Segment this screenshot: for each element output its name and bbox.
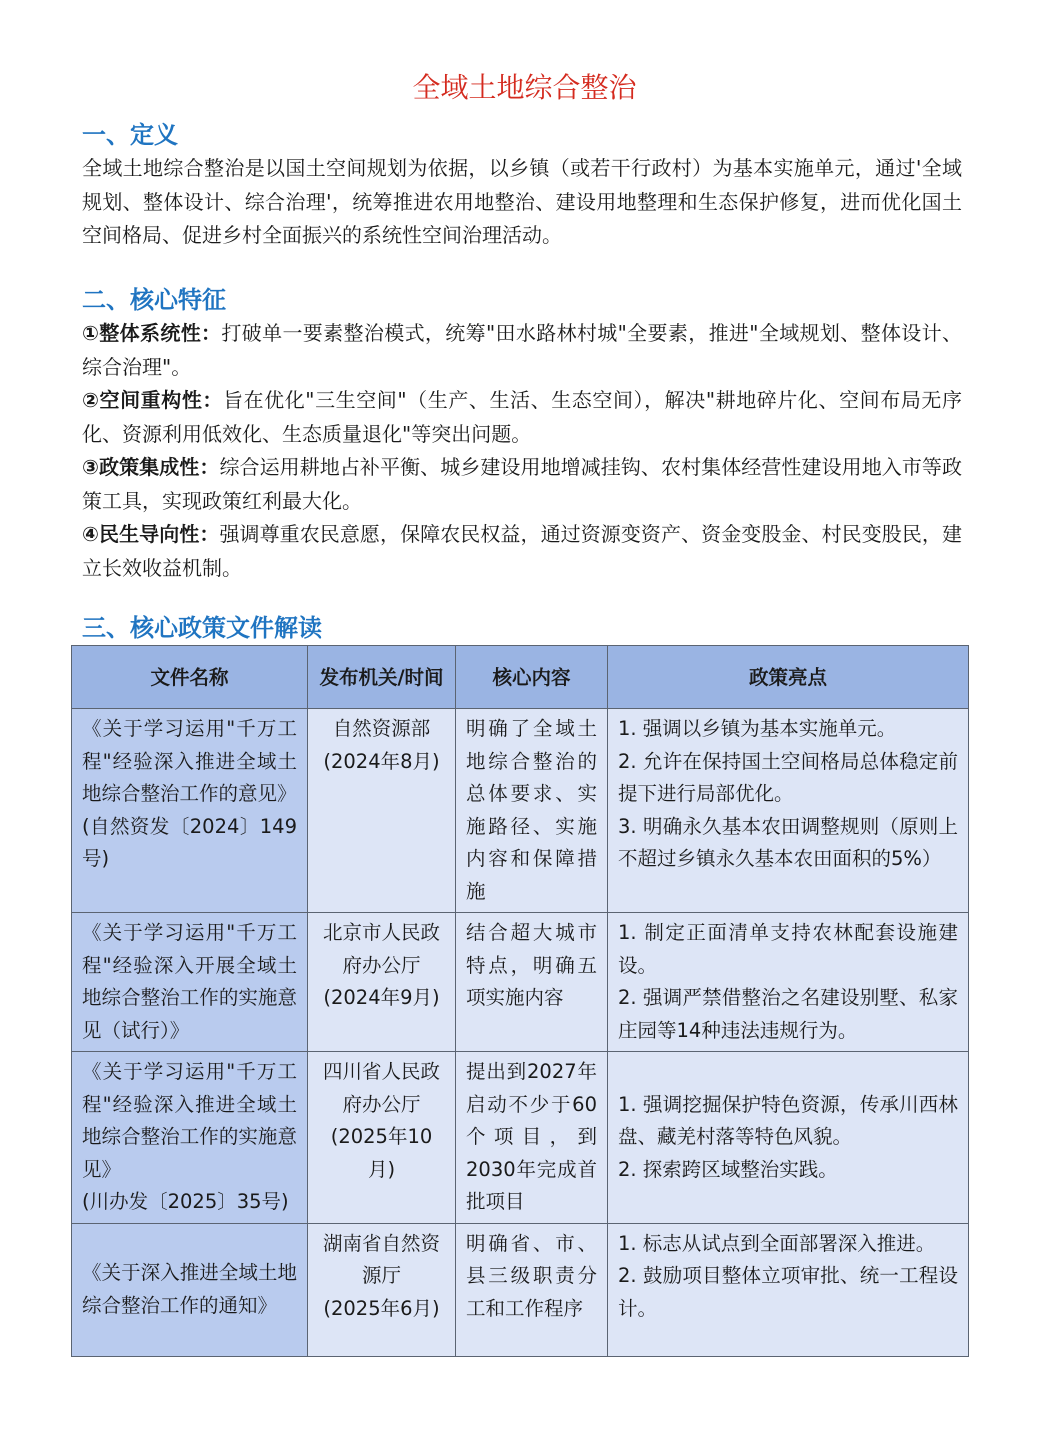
feature-text: 打破单一要素整治模式，统筹"田水路林村城"全要素，推进"全域规划、整体设计、综合治理"。 (82, 321, 962, 379)
cell-content: 明确省、市、县三级职责分工和工作程序 (456, 1223, 608, 1356)
header-core-content: 核心内容 (456, 646, 608, 709)
feature-item (82, 384, 962, 451)
feature-text: 强调尊重农民意愿，保障农民权益，通过资源变资产、资金变股金、村民变股民，建立长效收益机制。 (82, 522, 963, 580)
definition-text: 全域土地综合整治是以国土空间规划为依据，以乡镇（或若干行政村）为基本实施单元，通过'全域规划、整体设计、综合治理'，统筹推进农用地整治、建设用地整理和生态保护修复，进而优化国土空间格局、促进乡村全面振兴的系统性空间治理活动。 (82, 156, 962, 247)
features-list (82, 317, 962, 585)
feature-text: 综合运用耕地占补平衡、城乡建设用地增减挂钩、农村集体经营性建设用地入市等政策工具，实现政策红利最大化。 (82, 455, 963, 513)
highlight-item: 1. 标志从试点到全面部署深入推进。 (618, 1231, 936, 1255)
cell-issuer (308, 1223, 456, 1356)
feature-item (82, 317, 962, 384)
page-title: 全域土地综合整治 (412, 71, 637, 104)
header-highlights: 政策亮点 (608, 646, 969, 709)
table-header-row (72, 646, 969, 709)
feature-label: ①整体系统性： (82, 321, 222, 345)
highlight-item: 2. 允许在保持国土空间格局总体稳定前提下进行局部优化。 (618, 749, 958, 805)
issue-date: (2025年6月) (323, 1296, 440, 1320)
table-row (72, 1223, 969, 1356)
file-title: 《关于学习运用"千万工程"经验深入推进全域土地综合整治工作的意见》 (82, 717, 297, 805)
highlight-item: 2. 鼓励项目整体立项审批、统一工程设计。 (618, 1264, 958, 1320)
cell-issuer (308, 1052, 456, 1224)
cell-issuer (308, 709, 456, 913)
highlight-item: 2. 探索跨区域整治实践。 (618, 1157, 838, 1181)
file-title: 《关于深入推进全域土地综合整治工作的通知》 (82, 1261, 297, 1317)
file-title: 《关于学习运用"千万工程"经验深入推进全域土地综合整治工作的实施意见》 (82, 1060, 297, 1181)
highlight-item: 2. 强调严禁借整治之名建设别墅、私家庄园等14种违法违规行为。 (618, 986, 958, 1042)
header-issuer-date: 发布机关/时间 (308, 646, 456, 709)
cell-highlights (608, 1223, 969, 1356)
section-features-heading: 二、核心特征 (82, 286, 226, 314)
cell-file-name (72, 913, 308, 1052)
feature-label: ③政策集成性： (82, 455, 220, 479)
issue-date: (2025年10月) (330, 1125, 433, 1181)
feature-item (82, 518, 962, 585)
policy-table (71, 645, 969, 1357)
table-row (72, 1052, 969, 1224)
cell-highlights (608, 913, 969, 1052)
header-file-name: 文件名称 (72, 646, 308, 709)
cell-issuer (308, 913, 456, 1052)
highlight-item: 1. 强调以乡镇为基本实施单元。 (618, 717, 897, 740)
feature-text: 旨在优化"三生空间"（生产、生活、生态空间），解决"耕地碎片化、空间布局无序化、资源利用低效化、生态质量退化"等突出问题。 (82, 388, 962, 446)
file-title: 《关于学习运用"千万工程"经验深入开展全域土地综合整治工作的实施意见（试行）》 (82, 921, 297, 1042)
highlight-item: 1. 强调挖掘保护特色资源，传承川西林盘、藏羌村落等特色风貌。 (618, 1092, 958, 1148)
file-number: (自然资发〔2024〕149号) (82, 814, 297, 870)
issue-date: (2024年8月) (323, 749, 440, 773)
cell-content: 结合超大城市特点，明确五项实施内容 (456, 913, 608, 1052)
cell-content: 提出到2027年启动不少于60个项目，到2030年完成首批项目 (456, 1052, 608, 1224)
section-definition-heading: 一、定义 (82, 121, 178, 149)
highlight-item: 1. 制定正面清单支持农林配套设施建设。 (618, 921, 958, 977)
issuer-name: 四川省人民政府办公厅 (322, 1060, 440, 1116)
cell-file-name (72, 1223, 308, 1356)
section-policies-heading: 三、核心政策文件解读 (82, 614, 322, 642)
feature-label: ④民生导向性： (82, 522, 220, 546)
feature-item (82, 451, 962, 518)
cell-file-name (72, 1052, 308, 1224)
table-row (72, 913, 969, 1052)
feature-label: ②空间重构性： (82, 388, 223, 412)
issuer-name: 北京市人民政府办公厅 (322, 921, 440, 977)
issuer-name: 湖南省自然资源厅 (322, 1231, 440, 1287)
cell-file-name (72, 709, 308, 913)
issue-date: (2024年9月) (323, 986, 440, 1009)
cell-highlights (608, 709, 969, 913)
cell-content: 明确了全域土地综合整治的总体要求、实施路径、实施内容和保障措施 (456, 709, 608, 913)
highlight-item: 3. 明确永久基本农田调整规则（原则上不超过乡镇永久基本农田面积的5%） (618, 814, 958, 870)
cell-highlights (608, 1052, 969, 1224)
file-number: (川办发〔2025〕35号) (82, 1190, 289, 1213)
issuer-name: 自然资源部 (332, 717, 431, 740)
table-row (72, 709, 969, 913)
